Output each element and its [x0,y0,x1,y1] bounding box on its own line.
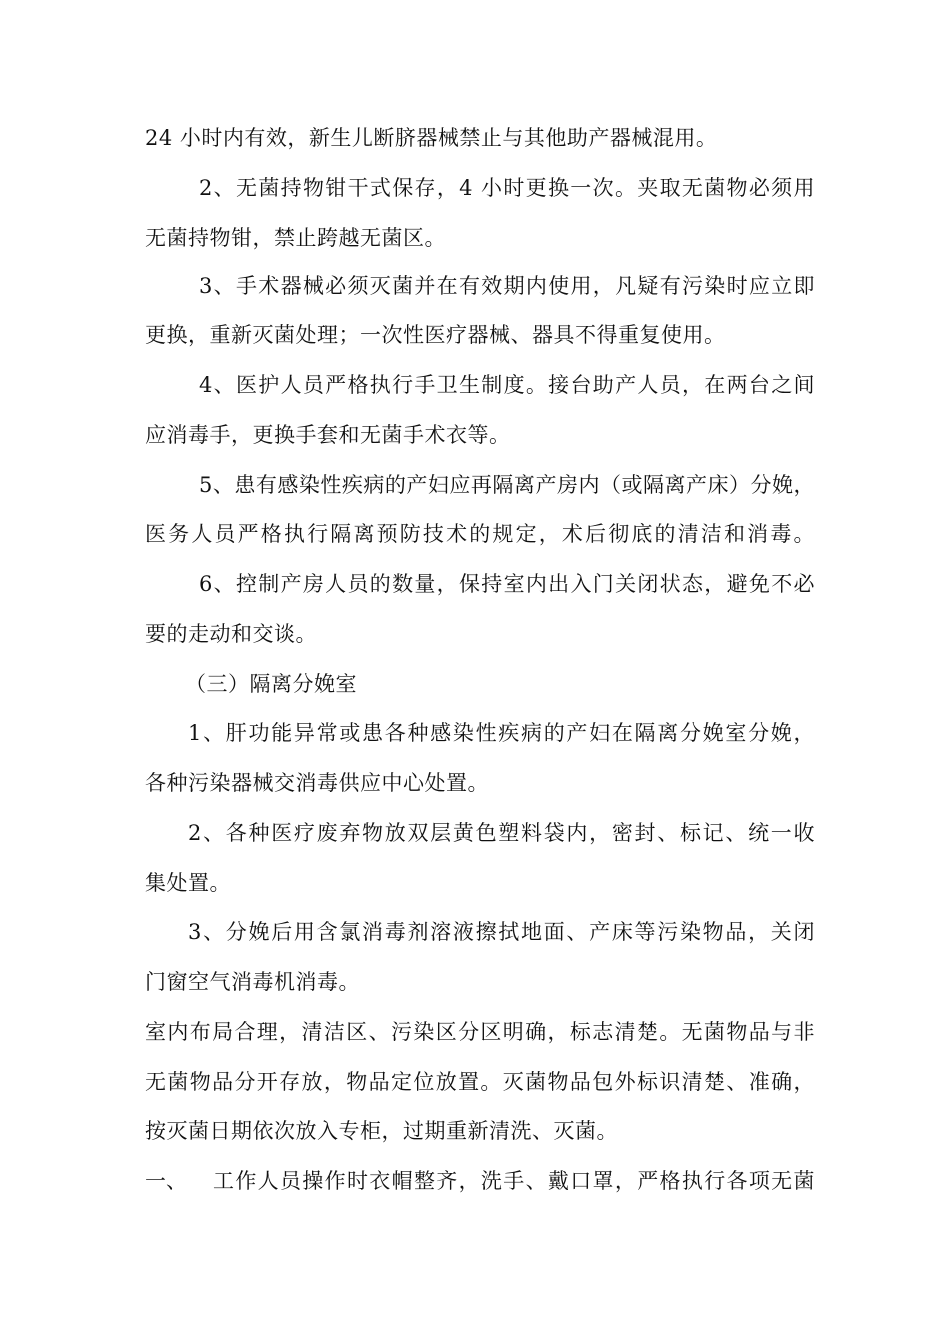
body-line: 集处置。 [145,871,231,895]
body-line: 6、控制产房人员的数量，保持室内出入门关闭状态，避免不必 [199,572,815,596]
body-line: 门窗空气消毒机消毒。 [145,970,360,994]
body-line: 24 小时内有效，新生儿断脐器械禁止与其他助产器械混用。 [145,126,718,150]
body-line: 无菌持物钳，禁止跨越无菌区。 [145,226,446,250]
body-line: 按灭菌日期依次放入专柜，过期重新清洗、灭菌。 [145,1119,618,1143]
body-line: 2、各种医疗废弃物放双层黄色塑料袋内，密封、标记、统一收 [188,821,815,845]
body-line: 要的走动和交谈。 [145,622,317,646]
section-heading: （三）隔离分娩室 [185,672,357,696]
enumerated-item-text: 工作人员操作时衣帽整齐，洗手、戴口罩，严格执行各项无菌 [213,1169,815,1193]
body-line: 更换，重新灭菌处理；一次性医疗器械、器具不得重复使用。 [145,323,726,347]
body-line: 5、患有感染性疾病的产妇应再隔离产房内（或隔离产床）分娩， [199,473,815,497]
body-line: 无菌物品分开存放，物品定位放置。灭菌物品包外标识清楚、准确， [145,1070,815,1094]
body-line: 各种污染器械交消毒供应中心处置。 [145,771,489,795]
body-line: 室内布局合理，清洁区、污染区分区明确，标志清楚。无菌物品与非 [145,1020,815,1044]
body-line: 3、手术器械必须灭菌并在有效期内使用，凡疑有污染时应立即 [199,274,815,298]
body-line: 应消毒手，更换手套和无菌手术衣等。 [145,423,511,447]
body-line: 医务人员严格执行隔离预防技术的规定，术后彻底的清洁和消毒。 [145,522,815,546]
body-line: 1、肝功能异常或患各种感染性疾病的产妇在隔离分娩室分娩， [188,721,815,745]
body-line: 4、医护人员严格执行手卫生制度。接台助产人员，在两台之间 [199,373,815,397]
body-line: 2、无菌持物钳干式保存，4 小时更换一次。夹取无菌物必须用 [199,176,815,200]
body-line: 3、分娩后用含氯消毒剂溶液擦拭地面、产床等污染物品，关闭 [188,920,815,944]
enumerated-item-number: 一、 [145,1169,187,1193]
